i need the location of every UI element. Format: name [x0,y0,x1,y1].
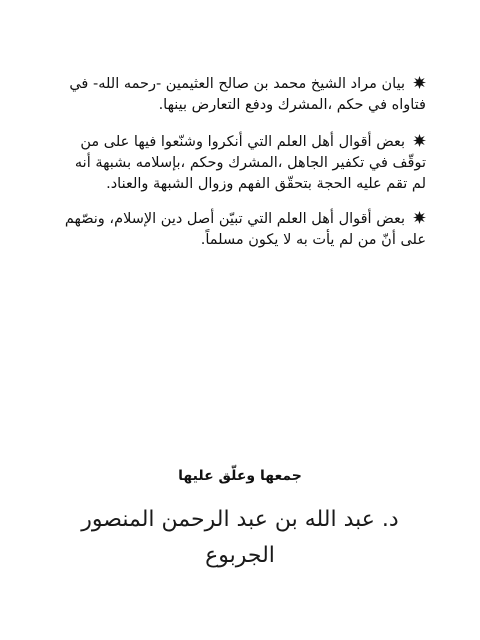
list-item-text: بعض أقوال أهل العلم التي تبيّن أصل دين الإسلام، ونصّهم على أنّ من لم يأت به لا يكون مسلماً. [64,211,426,248]
author-name: د. عبد الله بن عبد الرحمن المنصور الجربوع [81,507,399,568]
flower-bullet-icon [413,134,426,147]
credit-label: جمعها وعلّق عليها [178,468,302,484]
list-item-text: بعض أقوال أهل العلم التي أنكروا وشنّعوا فيها على من توقّف في تكفير الجاهل ،المشرك وحكم ،بإسلامه بشبهة أنه لم تقم عليه الحجة بتحقّق الفهم وزوال الشبهة والعناد. [74,134,426,192]
list-item [60,74,426,116]
flower-bullet-icon [413,211,426,224]
contents-list [60,74,426,265]
list-item-text: بيان مراد الشيخ محمد بن صالح العثيمين -رحمه الله- في فتاواه في حكم ،المشرك ودفع التعارض بينها. [69,76,426,113]
list-item [60,209,426,251]
flower-bullet-icon [413,76,426,89]
list-item [60,132,426,195]
